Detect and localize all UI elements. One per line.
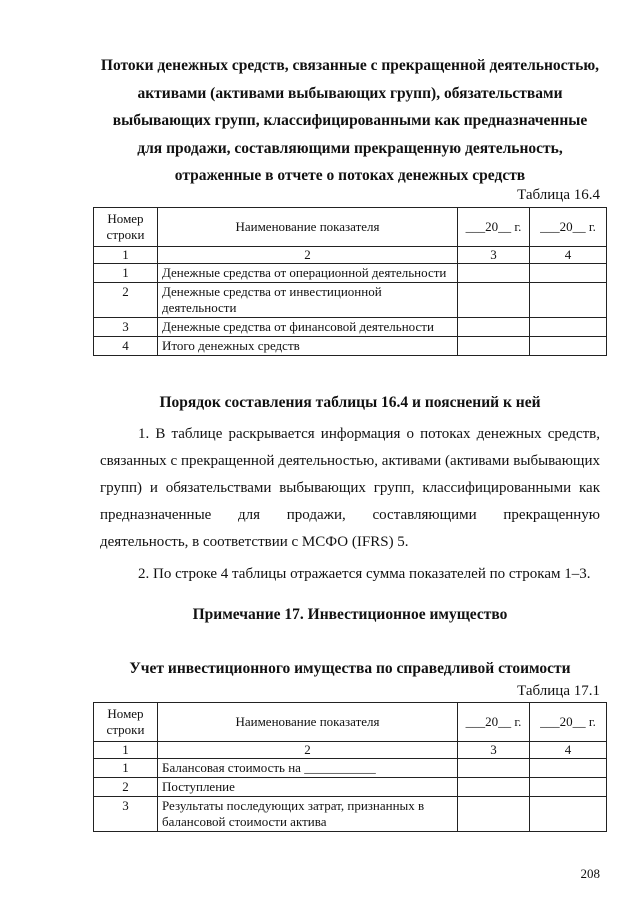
index-cell: 1 [94,742,158,759]
table-17-1 [93,702,607,832]
value-cell [530,337,607,356]
header-period-1: ___20__ г. [458,703,530,742]
table-caption-16-4: Таблица 16.4 [517,187,600,203]
page-number: 208 [580,866,600,881]
header-period-2: ___20__ г. [530,208,607,247]
index-cell: 1 [94,247,158,264]
procedure-body [100,421,600,588]
row-name: Балансовая стоимость на ___________ [158,759,458,778]
value-cell [458,337,530,356]
value-cell [458,318,530,337]
row-number: 2 [94,283,158,318]
value-cell [530,778,607,797]
table-row [94,283,607,318]
table-16-4 [93,207,607,356]
table-row [94,778,607,797]
header-row-number: Номер строки [94,703,158,742]
index-cell: 2 [158,742,458,759]
row-number: 3 [94,797,158,832]
header-period-1: ___20__ г. [458,208,530,247]
value-cell [530,759,607,778]
value-cell [458,283,530,318]
note-17-subheading: Учет инвестиционного имущества по справедливой стоимости [129,660,571,677]
table-row [94,337,607,356]
row-number: 1 [94,759,158,778]
table-row [94,759,607,778]
value-cell [530,283,607,318]
table-caption-17-1: Таблица 17.1 [517,683,600,699]
value-cell [458,778,530,797]
table-row [94,797,607,832]
row-number: 2 [94,778,158,797]
row-name: Денежные средства от инвестиционной деятельности [158,283,458,318]
note-17-heading: Примечание 17. Инвестиционное имущество [192,606,508,623]
section-heading-16-4: Потоки денежных средств, связанные с прекращенной деятельностью, активами (активами выбывающих групп), обязательствами выбывающих групп, классифицированными как предназначенные для продажи, составляющими прекращенную деятельность, отраженные в отчете о потоках денежных средств [100,57,600,184]
row-number: 1 [94,264,158,283]
index-cell: 3 [458,742,530,759]
procedure-paragraph-2: 2. По строке 4 таблицы отражается сумма показателей по строкам 1–3. [138,566,591,582]
table-row [94,264,607,283]
value-cell [458,759,530,778]
row-number: 4 [94,337,158,356]
header-period-2: ___20__ г. [530,703,607,742]
value-cell [530,318,607,337]
row-name: Результаты последующих затрат, признанных в балансовой стоимости актива [158,797,458,832]
row-name: Поступление [158,778,458,797]
index-cell: 4 [530,247,607,264]
procedure-heading: Порядок составления таблицы 16.4 и пояснений к ней [159,394,541,411]
value-cell [458,264,530,283]
procedure-paragraph-1: 1. В таблице раскрывается информация о потоках денежных средств, связанных с прекращенной деятельностью, активами (активами выбывающих групп) и обязательствами выбывающих групп, классифицированными как предназначенные для продажи, составляющими прекращенную деятельность, в соответствии с МСФО (IFRS) 5. [100,426,600,550]
header-row-number: Номер строки [94,208,158,247]
index-cell: 2 [158,247,458,264]
table-index-row [94,742,607,759]
table-row [94,318,607,337]
value-cell [458,797,530,832]
row-number: 3 [94,318,158,337]
row-name: Итого денежных средств [158,337,458,356]
row-name: Денежные средства от операционной деятельности [158,264,458,283]
value-cell [530,264,607,283]
header-indicator-name: Наименование показателя [158,208,458,247]
row-name: Денежные средства от финансовой деятельности [158,318,458,337]
index-cell: 3 [458,247,530,264]
header-indicator-name: Наименование показателя [158,703,458,742]
table-header-row [94,703,607,742]
table-header-row [94,208,607,247]
table-index-row [94,247,607,264]
value-cell [530,797,607,832]
index-cell: 4 [530,742,607,759]
